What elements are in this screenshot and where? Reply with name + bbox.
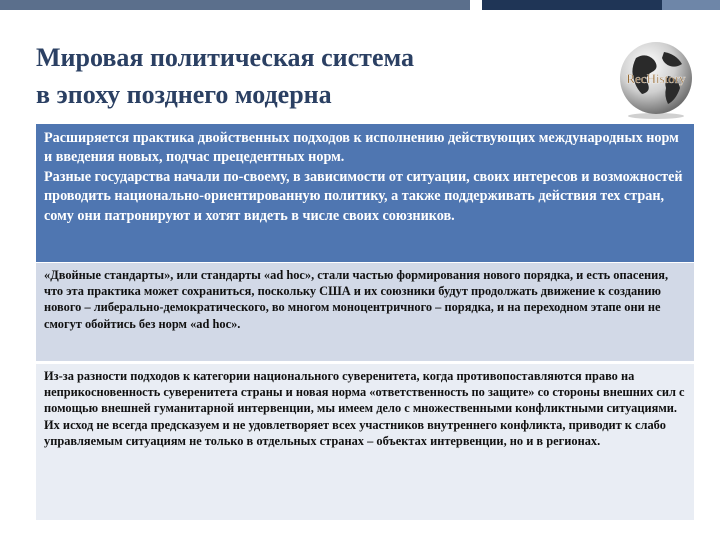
block-2-paragraph-1: «Двойные стандарты», или стандарты «ad hoc», стали частью формирования нового порядка, и есть опасения, что эта практика может сохраниться, поскольку США и их союзники будут продолжать движение к созданию нового – либерально-демократического, во многом моноцентричного – порядка, и на переходном этапе они не смогут обойтись без норм «ad hoc». [44,268,669,331]
slide-title-line-2: в эпоху позднего модерна [36,79,332,109]
content-block-3 [36,363,694,520]
logo-text: RecHistory [626,71,686,86]
content-block-2 [36,262,694,361]
block-3-paragraph-2: Их исход не всегда предсказуем и не удовлетворяет всех участников внутреннего конфликта, приводит к слабо управляемым ситуациям не только в отдельных странах – объектах интервенции, но и в регионах. [44,417,666,448]
slide-title-line-1: Мировая политическая система [36,43,415,72]
block-3-paragraph-1: Из-за разности подходов к категории национального суверенитета, когда противопоставляются право на неприкосновенность суверенитета страны и новая норма «ответственность по защите» со стороны внешних сил с помощью внешней гуманитарной интервенции, мы имеем дело с множественными конфликтными ситуациями. [44,369,685,416]
block-1-paragraph-1: Расширяется практика двойственных подходов к исполнению действующих международных норм и введения новых, подчас прецедентных норм. [44,130,679,166]
top-decor-band [0,0,720,10]
slide-title [36,40,556,114]
content-block-1 [36,124,694,262]
globe-icon [606,36,706,120]
block-1-paragraph-2: Разные государства начали по-своему, в зависимости от ситуации, своих интересов и возможностей проводить национально-ориентированную политику, а также поддерживать действия тех стран, сому они патронируют и хотят видеть в числе своих союзников. [44,168,683,224]
